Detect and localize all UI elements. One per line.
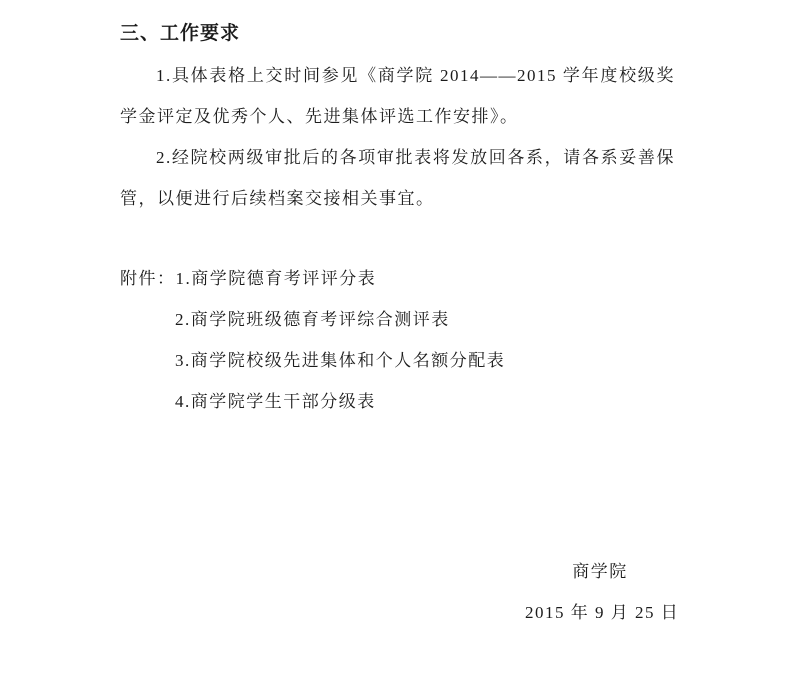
attachment-item <box>120 340 675 381</box>
attachment-item <box>120 258 675 299</box>
attachment-title: 1.商学院德育考评评分表 <box>175 269 377 288</box>
paragraph-submission-time: 1.具体表格上交时间参见《商学院 2014——2015 学年度校级奖学金评定及优秀个人、先进集体评选工作安排》。 <box>120 66 675 126</box>
signature-organization: 商学院 <box>572 562 628 581</box>
paragraph-form-return: 2.经院校两级审批后的各项审批表将发放回各系，请各系妥善保管，以便进行后续档案交接相关事宜。 <box>120 148 675 208</box>
attachments-label: 附件： <box>120 269 176 288</box>
attachment-title: 2.商学院班级德育考评综合测评表 <box>175 310 450 329</box>
signature-date: 2015 年 9 月 25 日 <box>525 603 680 622</box>
section-heading: 三、工作要求 <box>120 23 241 44</box>
attachment-item <box>120 381 675 422</box>
attachments-section <box>120 258 675 422</box>
attachment-title: 3.商学院校级先进集体和个人名额分配表 <box>175 351 506 370</box>
signature-block <box>525 551 680 633</box>
attachment-title: 4.商学院学生干部分级表 <box>175 392 376 411</box>
attachment-item <box>120 299 675 340</box>
